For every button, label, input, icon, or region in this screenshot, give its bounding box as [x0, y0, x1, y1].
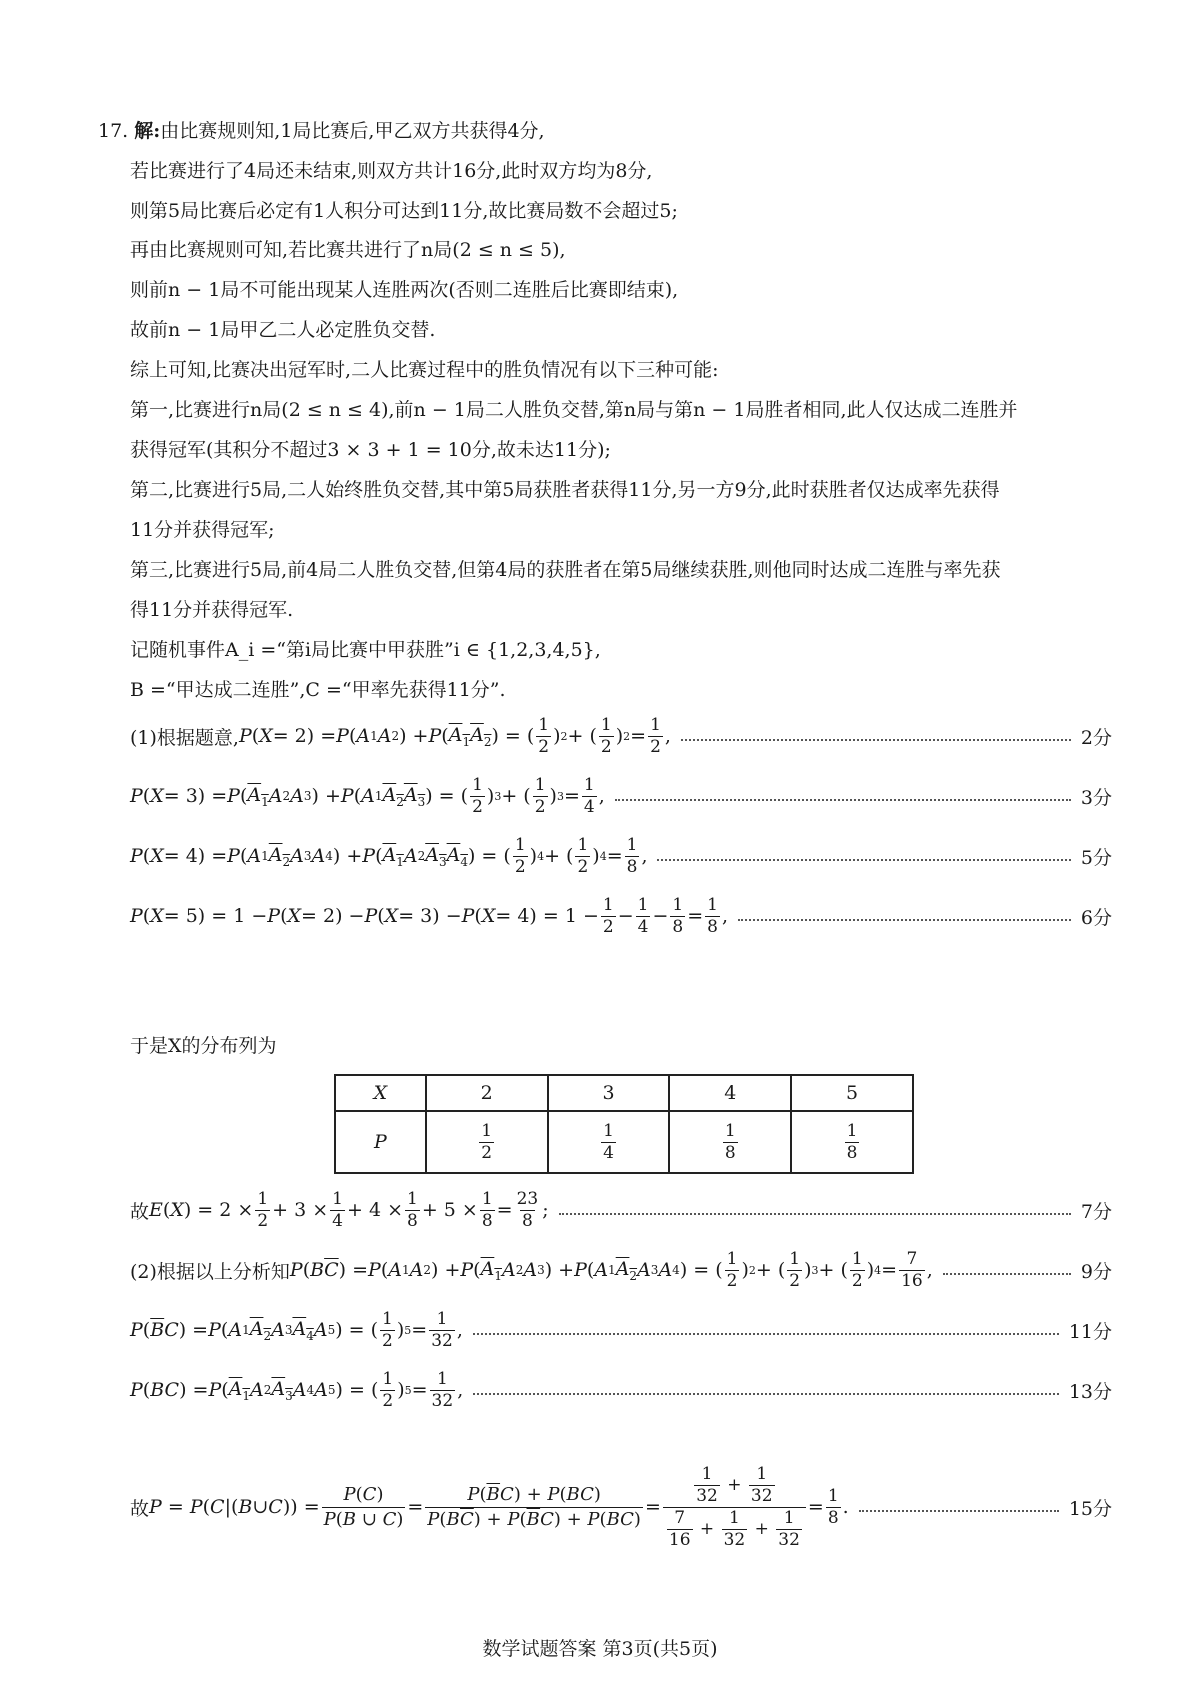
formula-expectation: 故 E ( X ) = 2 × $\frac{1}{2}$ + 3 × $\frac{1}{4}$ + 4 × $\frac{1}{8}$ + 5 × $\frac{1}{8}$ = $\frac{23}{8}$ ; 7分	[130, 1188, 1112, 1231]
score-label: 9分	[1080, 1260, 1112, 1283]
problem-line-6: 故前n − 1局甲乙二人必定胜负交替.	[130, 319, 436, 341]
probability-cell: $\frac{1}{8}$	[724, 1120, 736, 1163]
formula-px5: P ( X = 5) = 1 − P ( X = 2) − P ( X = 3) − P ( X = 4) = 1 − $\frac{1}{2}$ − $\frac{1}{4}$ − $\frac{1}{8}$ = $\frac{1}{8}$ , 6分	[130, 894, 1112, 937]
problem-line-3: 则第5局比赛后必定有1人积分可达到11分,故比赛局数不会超过5;	[130, 200, 678, 222]
dot-leader	[943, 1273, 1071, 1275]
dot-leader	[657, 859, 1070, 861]
table-row: P $\frac{1}{2}$ $\frac{1}{4}$ $\frac{1}{8}$ $\frac{1}{8}$	[335, 1111, 913, 1173]
dot-leader	[738, 919, 1071, 921]
dot-leader	[473, 1333, 1059, 1335]
formula-px3: P ( X = 3) = P ( $A_1$ A 2 A 3 ) + P ( A 1 $A_2$ $A_3$ ) = ( $\frac{1}{2}$ ) 3 + ( $\frac{1}{2}$ ) 3 = $\frac{1}{4}$ , 3分	[130, 774, 1112, 817]
page-footer: 数学试题答案 第3页(共5页)	[482, 1638, 718, 1660]
formula-px4: P ( X = 4) = P ( A 1 $A_2$ A 3 A 4 ) + P ( $A_1$ A 2 $A_3$ $A_4$ ) = ( $\frac{1}{2}$ ) 4 + ( $\frac{1}{2}$ ) 4 = $\frac{1}{8}$ , 5分	[130, 834, 1112, 877]
problem-line-1: 17. 解:由比赛规则知,1局比赛后,甲乙双方共获得4分,	[98, 120, 545, 142]
score-label: 2分	[1080, 726, 1112, 749]
score-label: 6分	[1080, 906, 1112, 929]
probability-cell: $\frac{1}{4}$	[603, 1120, 614, 1163]
problem-line-15: B =“甲达成二连胜”,C =“甲率先获得11分”.	[130, 679, 506, 701]
score-label: 5分	[1080, 846, 1112, 869]
problem-line-7: 综上可知,比赛决出冠军时,二人比赛过程中的胜负情况有以下三种可能:	[130, 359, 719, 381]
problem-line-12: 第三,比赛进行5局,前4局二人胜负交替,但第4局的获胜者在第5局继续获胜,则他同时达成二连胜与率先获	[130, 559, 1001, 581]
problem-line-8: 第一,比赛进行n局(2 ≤ n ≤ 4),前n − 1局二人胜负交替,第n局与第n − 1局胜者相同,此人仅达成二连胜并	[130, 399, 1018, 421]
formula-pbcbar: (2)根据以上分析知 P ( B $\overline{C}$ ) = P ( A 1 A 2 ) + P ( $A_1$ A 2 A 3 ) + P ( A 1 $A_2$ A 3 A 4 ) = ( $\frac{1}{2}$ ) 2 + ( $\frac{1}{2}$ ) 3 + ( $\frac{1}{2}$ ) 4 = $\frac{7}{16}$ , 9分	[130, 1248, 1112, 1291]
score-label: 3分	[1080, 786, 1112, 809]
probability-cell: $\frac{1}{8}$	[846, 1120, 858, 1163]
score-label: 13分	[1068, 1380, 1112, 1403]
problem-line-13: 得11分并获得冠军.	[130, 599, 294, 621]
problem-line-14: 记随机事件A_i =“第i局比赛中甲获胜”i ∈ {1,2,3,4,5},	[130, 639, 601, 661]
score-label: 15分	[1068, 1497, 1112, 1520]
problem-line-11: 11分并获得冠军;	[130, 519, 275, 541]
formula-px2: (1)根据题意, P ( X = 2) = P ( A 1 A 2 ) + P ( $A_1$ $A_2$ ) = ( $\frac{1}{2}$ ) 2 + ( $\frac{1}{2}$ ) 2 = $\frac{1}{2}$ , 2分	[130, 714, 1112, 757]
formula-pbbarc: P ( $\overline{B}$ C ) = P ( A 1 $A_2$ A 3 $A_4$ A 5 ) = ( $\frac{1}{2}$ ) 5 = $\frac{1}{32}$ , 11分	[130, 1308, 1112, 1351]
dot-leader	[859, 1510, 1059, 1512]
score-label: 11分	[1068, 1320, 1112, 1343]
dot-leader	[681, 739, 1071, 741]
formula-final: 故 P = P ( C |( B ∪ C )) = $\frac{P(C)}{P(B \cup C)}$ = $\frac{P(\overline{B}C) + P(BC)}{P(B\overline{C}) + P(\overline{B}C) + P(BC)}$ = $\frac{1}{32}$ + $\frac{1}{32}$ $\frac{7}{16}$ + $\frac{1}{32}$ + $\frac{1}{32}$ = $\frac{1}{8}$ . 15分	[130, 1463, 1112, 1550]
problem-line-5: 则前n − 1局不可能出现某人连胜两次(否则二连胜后比赛即结束),	[130, 279, 679, 301]
distribution-table	[334, 1074, 914, 1174]
problem-line-4: 再由比赛规则可知,若比赛共进行了n局(2 ≤ n ≤ 5),	[130, 239, 566, 261]
problem-line-2: 若比赛进行了4局还未结束,则双方共计16分,此时双方均为8分,	[130, 160, 653, 182]
dot-leader	[473, 1393, 1059, 1395]
table-row: X 2 3 4 5	[335, 1075, 913, 1111]
problem-line-10: 第二,比赛进行5局,二人始终胜负交替,其中第5局获胜者获得11分,另一方9分,此时获胜者仅达成率先获得	[130, 479, 1000, 501]
formula-pbc: P ( BC ) = P ( $A_1$ A 2 $A_3$ A 4 A 5 ) = ( $\frac{1}{2}$ ) 5 = $\frac{1}{32}$ , 13分	[130, 1368, 1112, 1411]
probability-cell: $\frac{1}{2}$	[481, 1120, 493, 1163]
dot-leader	[559, 1213, 1071, 1215]
distribution-intro: 于是X的分布列为	[130, 1035, 277, 1057]
problem-line-9: 获得冠军(其积分不超过3 × 3 + 1 = 10分,故未达11分);	[130, 439, 611, 461]
dot-leader	[615, 799, 1071, 801]
score-label: 7分	[1080, 1200, 1112, 1223]
